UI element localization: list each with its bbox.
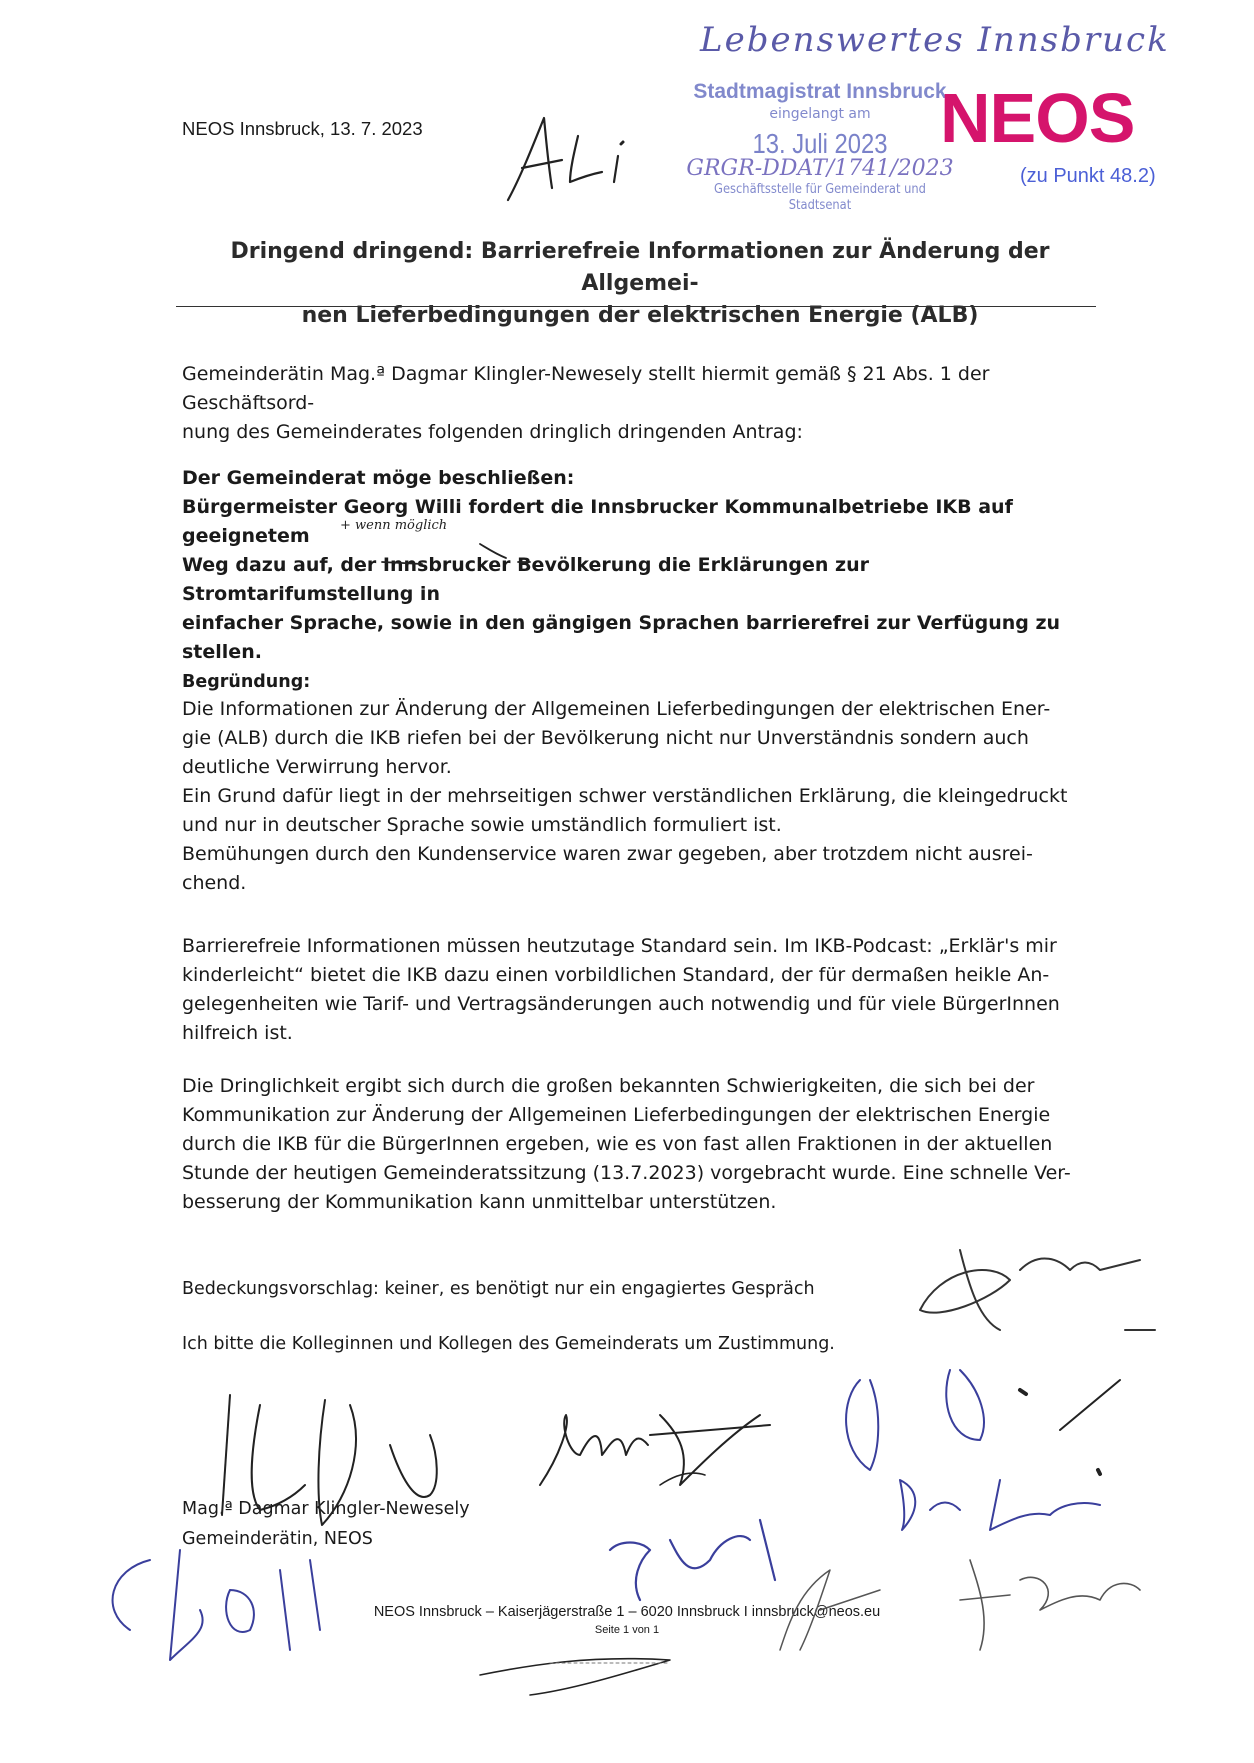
motion-line: einfacher Sprache, sowie in den gängigen Sprachen barrierefrei zur Verfügung zu stellen. [182, 612, 1061, 663]
reasoning-paragraph-1 [182, 695, 1087, 898]
agenda-reference: (zu Punkt 48.2) [1020, 165, 1156, 187]
coverage-proposal: Bedeckungsvorschlag: keiner, es benötigt nur ein engagiertes Gespräch [182, 1279, 815, 1299]
signer-role: Gemeinderätin, NEOS [182, 1529, 373, 1549]
reasoning-line: kinderleicht“ bietet die IKB dazu einen vorbildlichen Standard, der für dermaßen heikle An- [182, 964, 1050, 986]
reasoning-paragraph-3 [182, 1072, 1087, 1217]
reasoning-line: gelegenheiten wie Tarif- und Vertragsänderungen auch notwendig und für viele BürgerInnen [182, 993, 1060, 1015]
reasoning-line: Stunde der heutigen Gemeinderatssitzung (13.7.2023) vorgebracht wurde. Eine schnelle Ver- [182, 1162, 1071, 1184]
reasoning-line: Barrierefreie Informationen müssen heutzutage Standard sein. Im IKB-Podcast: „Erklär's mir [182, 935, 1057, 957]
stamp-reference: GRGR-DDAT/1741/2023 [686, 156, 954, 181]
signature-bottom-flourish [470, 1645, 730, 1705]
title-line-1: Dringend dringend: Barrierefreie Informationen zur Änderung der Allgemei- [230, 239, 1050, 296]
signature-blue-top [900, 1230, 1160, 1350]
signature-blue-bottom-left [90, 1530, 350, 1670]
signature-blue-lukasic [890, 1460, 1120, 1540]
reasoning-line: und nur in deutscher Sprache sowie umständlich formuliert ist. [182, 814, 782, 836]
reasoning-line: hilfreich ist. [182, 1022, 293, 1044]
stamp-department: Geschäftsstelle für Gemeinderat und Stadtsenat [714, 181, 926, 213]
approval-request: Ich bitte die Kolleginnen und Kollegen des Gemeinderats um Zustimmung. [182, 1334, 835, 1354]
receipt-stamp [670, 80, 970, 213]
document-title [190, 236, 1090, 332]
reasoning-paragraph-2 [182, 932, 1087, 1048]
handwritten-correction: + wenn möglich [340, 518, 448, 533]
signature-klingler-newesely [200, 1385, 460, 1535]
intro-line: Gemeinderätin Mag.ª Dagmar Klingler-Newesely stellt hiermit gemäß § 21 Abs. 1 der Geschäftsord- [182, 363, 990, 414]
motion-line: Weg dazu auf, der Innsbrucker Bevölkerung die Erklärungen zur Stromtarifumstellung in [182, 554, 869, 605]
handwritten-note: Lebenswertes Innsbruck [700, 20, 1170, 60]
signature-grey-sketch [760, 1550, 900, 1660]
title-line-2: nen Lieferbedingungen der elektrischen Energie (ALB) [301, 303, 979, 328]
intro-paragraph [182, 360, 1087, 447]
signature-grey-right [950, 1540, 1150, 1660]
header-date: NEOS Innsbruck, 13. 7. 2023 [182, 118, 423, 139]
reasoning-line: besserung der Kommunikation kann unmittelbar unterstützen. [182, 1191, 777, 1213]
reasoning-line: deutliche Verwirrung hervor. [182, 756, 452, 778]
title-divider [176, 306, 1096, 307]
reasoning-line: gie (ALB) durch die IKB riefen bei der Bevölkerung nicht nur Unverständnis sondern auch [182, 727, 1029, 749]
motion-line: Bürgermeister Georg Willi fordert die Innsbrucker Kommunalbetriebe IKB auf geeignetem [182, 496, 1013, 547]
reasoning-heading: Begründung: [182, 672, 311, 692]
stamp-office: Stadtmagistrat Innsbruck [693, 80, 947, 103]
footer-address: NEOS Innsbruck – Kaiserjägerstraße 1 – 6020 Innsbruck I innsbruck@neos.eu [373, 1604, 881, 1620]
reasoning-line: Die Informationen zur Änderung der Allgemeinen Lieferbedingungen der elektrischen Ener- [182, 698, 1051, 720]
signer-name: Mag.ª Dagmar Klingler-Newesely [182, 1499, 470, 1519]
signature-black-2 [530, 1395, 790, 1505]
page-number: Seite 1 von 1 [594, 1624, 660, 1636]
motion-heading: Der Gemeinderat möge beschließen: [182, 467, 575, 489]
reasoning-line: Kommunikation zur Änderung der Allgemeinen Lieferbedingungen der elektrischen Energie [182, 1104, 1051, 1126]
neos-logo: NEOS [940, 79, 1135, 157]
reasoning-line: durch die IKB für die BürgerInnen ergeben, wie es von fast allen Fraktionen in der aktuellen [182, 1133, 1053, 1155]
reasoning-line: chend. [182, 872, 247, 894]
intro-line: nung des Gemeinderates folgenden dringlich dringenden Antrag: [182, 421, 803, 443]
motion-block [182, 464, 1087, 667]
reasoning-line: Die Dringlichkeit ergibt sich durch die großen bekannten Schwierigkeiten, die sich bei der [182, 1075, 1035, 1097]
handwritten-initials [500, 108, 670, 208]
correction-strokes-icon [330, 540, 590, 580]
reasoning-line: Bemühungen durch den Kundenservice waren zwar gegeben, aber trotzdem nicht ausrei- [182, 843, 1033, 865]
reasoning-line: Ein Grund dafür liegt in der mehrseitigen schwer verständlichen Erklärung, die kleingedruckt [182, 785, 1068, 807]
stamp-received-label: eingelangt am [769, 106, 871, 122]
stamp-date: 13. Juli 2023 [752, 128, 888, 159]
